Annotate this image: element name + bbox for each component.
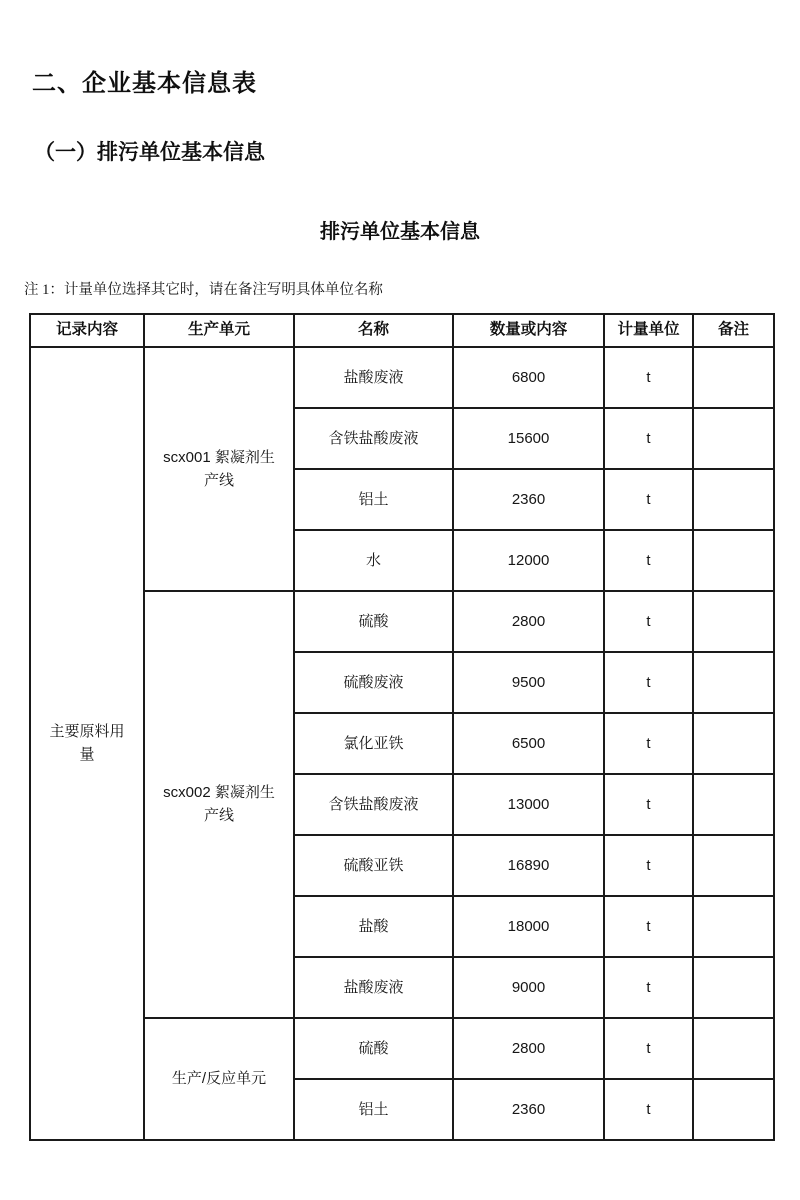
measure-unit-cell: t bbox=[604, 469, 693, 530]
quantity-cell: 6500 bbox=[453, 713, 604, 774]
remark-cell bbox=[693, 957, 774, 1018]
remark-cell bbox=[693, 530, 774, 591]
table-note: 注 1：计量单位选择其它时，请在备注写明具体单位名称 bbox=[24, 281, 383, 298]
remark-cell bbox=[693, 713, 774, 774]
quantity-cell: 9500 bbox=[453, 652, 604, 713]
quantity-cell: 6800 bbox=[453, 347, 604, 408]
measure-unit-cell: t bbox=[604, 896, 693, 957]
measure-unit-cell: t bbox=[604, 957, 693, 1018]
quantity-cell: 9000 bbox=[453, 957, 604, 1018]
measure-unit-cell: t bbox=[604, 1018, 693, 1079]
table-title: 排污单位基本信息 bbox=[320, 220, 480, 243]
name-cell: 盐酸废液 bbox=[294, 957, 453, 1018]
header-cell-record-content: 记录内容 bbox=[30, 314, 144, 347]
measure-unit-cell: t bbox=[604, 713, 693, 774]
table-header-row bbox=[30, 314, 774, 347]
remark-cell bbox=[693, 835, 774, 896]
header-cell-name: 名称 bbox=[294, 314, 453, 347]
name-cell: 氯化亚铁 bbox=[294, 713, 453, 774]
measure-unit-cell: t bbox=[604, 530, 693, 591]
production-unit-cell: 生产/反应单元 bbox=[144, 1018, 294, 1140]
name-cell: 水 bbox=[294, 530, 453, 591]
measure-unit-cell: t bbox=[604, 774, 693, 835]
remark-cell bbox=[693, 469, 774, 530]
name-cell: 盐酸 bbox=[294, 896, 453, 957]
table-row bbox=[30, 347, 774, 408]
remark-cell bbox=[693, 774, 774, 835]
name-cell: 硫酸亚铁 bbox=[294, 835, 453, 896]
name-cell: 铝土 bbox=[294, 1079, 453, 1140]
remark-cell bbox=[693, 652, 774, 713]
measure-unit-cell: t bbox=[604, 835, 693, 896]
remark-cell bbox=[693, 1079, 774, 1140]
basic-info-table bbox=[29, 313, 775, 1141]
measure-unit-cell: t bbox=[604, 408, 693, 469]
section-heading: 二、企业基本信息表 bbox=[32, 70, 257, 97]
name-cell: 铝土 bbox=[294, 469, 453, 530]
name-cell: 含铁盐酸废液 bbox=[294, 408, 453, 469]
quantity-cell: 2360 bbox=[453, 1079, 604, 1140]
subsection-heading: （一）排污单位基本信息 bbox=[34, 140, 265, 164]
remark-cell bbox=[693, 591, 774, 652]
header-cell-production-unit: 生产单元 bbox=[144, 314, 294, 347]
measure-unit-cell: t bbox=[604, 347, 693, 408]
measure-unit-cell: t bbox=[604, 1079, 693, 1140]
measure-unit-cell: t bbox=[604, 652, 693, 713]
name-cell: 硫酸废液 bbox=[294, 652, 453, 713]
header-cell-measure-unit: 计量单位 bbox=[604, 314, 693, 347]
quantity-cell: 18000 bbox=[453, 896, 604, 957]
production-unit-cell: scx001 絮凝剂生产线 bbox=[144, 347, 294, 591]
header-cell-remark: 备注 bbox=[693, 314, 774, 347]
quantity-cell: 12000 bbox=[453, 530, 604, 591]
name-cell: 硫酸 bbox=[294, 1018, 453, 1079]
remark-cell bbox=[693, 1018, 774, 1079]
quantity-cell: 2800 bbox=[453, 591, 604, 652]
name-cell: 硫酸 bbox=[294, 591, 453, 652]
record-content-cell: 主要原料用量 bbox=[30, 347, 144, 1140]
quantity-cell: 13000 bbox=[453, 774, 604, 835]
quantity-cell: 2360 bbox=[453, 469, 604, 530]
remark-cell bbox=[693, 896, 774, 957]
quantity-cell: 2800 bbox=[453, 1018, 604, 1079]
quantity-cell: 16890 bbox=[453, 835, 604, 896]
production-unit-cell: scx002 絮凝剂生产线 bbox=[144, 591, 294, 1018]
quantity-cell: 15600 bbox=[453, 408, 604, 469]
remark-cell bbox=[693, 408, 774, 469]
remark-cell bbox=[693, 347, 774, 408]
measure-unit-cell: t bbox=[604, 591, 693, 652]
name-cell: 含铁盐酸废液 bbox=[294, 774, 453, 835]
header-cell-quantity: 数量或内容 bbox=[453, 314, 604, 347]
name-cell: 盐酸废液 bbox=[294, 347, 453, 408]
